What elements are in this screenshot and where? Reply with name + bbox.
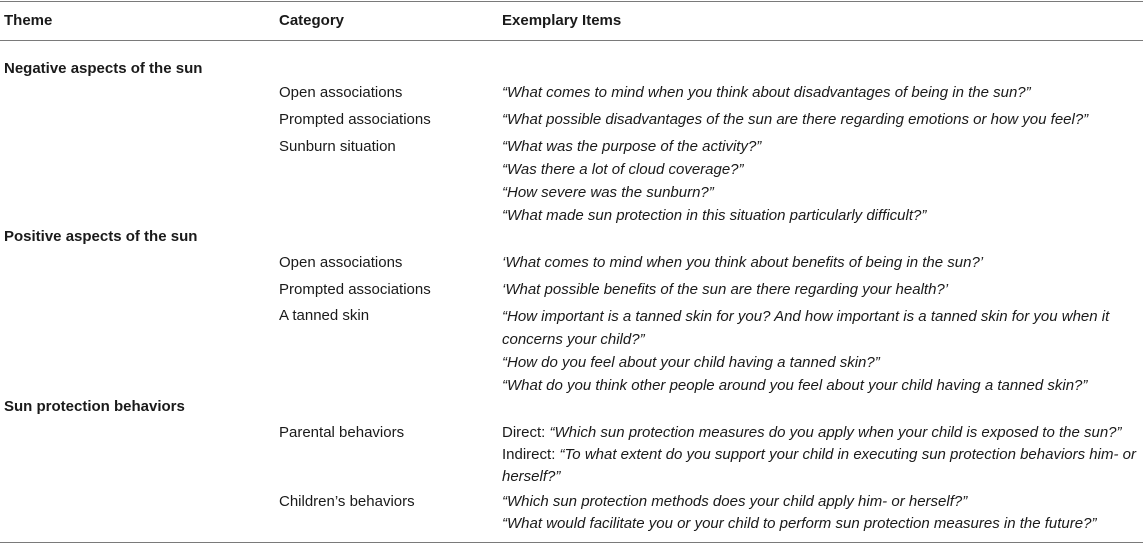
item-text: “What comes to mind when you think about disadvantages of being in the sun?” xyxy=(502,84,1031,101)
item-text: ‘What comes to mind when you think about benefits of being in the sun?’ xyxy=(502,254,984,271)
item-text: “How do you feel about your child having a tanned skin?” xyxy=(502,354,880,371)
item-indirect xyxy=(502,444,1140,488)
item-text: “What possible disadvantages of the sun are there regarding emotions or how you feel?” xyxy=(502,111,1089,128)
item-text: “What would facilitate you or your child to perform sun protection measures in the future?” xyxy=(502,515,1097,532)
item-direct xyxy=(502,422,1140,444)
theme-sun-protection: Sun protection behaviors xyxy=(4,398,185,415)
category-label: Open associations xyxy=(279,254,403,271)
header-theme: Theme xyxy=(4,12,53,29)
item-text: “What was the purpose of the activity?” xyxy=(502,138,762,155)
category-label: Prompted associations xyxy=(279,281,431,298)
item-text: “Which sun protection methods does your child apply him- or herself?” xyxy=(502,493,968,510)
item-text: “Which sun protection measures do you apply when your child is exposed to the sun?” xyxy=(549,424,1122,441)
header-rule xyxy=(0,40,1143,41)
item-text: “What do you think other people around you feel about your child having a tanned skin?” xyxy=(502,377,1088,394)
category-label: A tanned skin xyxy=(279,307,370,324)
table-bottom-rule xyxy=(0,542,1143,543)
item-text: “Was there a lot of cloud coverage?” xyxy=(502,161,744,178)
item-prefix: Direct: xyxy=(502,424,550,441)
item-prefix: Indirect: xyxy=(502,446,560,463)
theme-positive-aspects: Positive aspects of the sun xyxy=(4,228,198,245)
items-cell xyxy=(502,422,1140,488)
table-top-rule xyxy=(0,1,1143,2)
items-cell xyxy=(502,305,1140,397)
items-cell xyxy=(502,82,1140,104)
item-text: “To what extent do you support your child in executing sun protection behaviors him- or herself?” xyxy=(502,446,1136,485)
item-text: “What made sun protection in this situation particularly difficult?” xyxy=(502,207,927,224)
category-label: Children’s behaviors xyxy=(279,493,415,510)
items-cell xyxy=(502,135,1140,227)
item-text: “How severe was the sunburn?” xyxy=(502,184,714,201)
items-cell xyxy=(502,252,1140,274)
category-label: Parental behaviors xyxy=(279,424,405,441)
items-cell xyxy=(502,279,1140,301)
category-label: Open associations xyxy=(279,84,403,101)
item-text: ‘What possible benefits of the sun are there regarding your health?’ xyxy=(502,281,949,298)
theme-negative-aspects: Negative aspects of the sun xyxy=(4,60,203,77)
header-exemplary-items: Exemplary Items xyxy=(502,12,622,29)
items-cell xyxy=(502,491,1140,535)
header-category: Category xyxy=(279,12,345,29)
category-label: Sunburn situation xyxy=(279,138,396,155)
item-text: “How important is a tanned skin for you? And how important is a tanned skin for you when it concerns your child?” xyxy=(502,308,1110,348)
items-cell xyxy=(502,109,1140,131)
category-label: Prompted associations xyxy=(279,111,431,128)
